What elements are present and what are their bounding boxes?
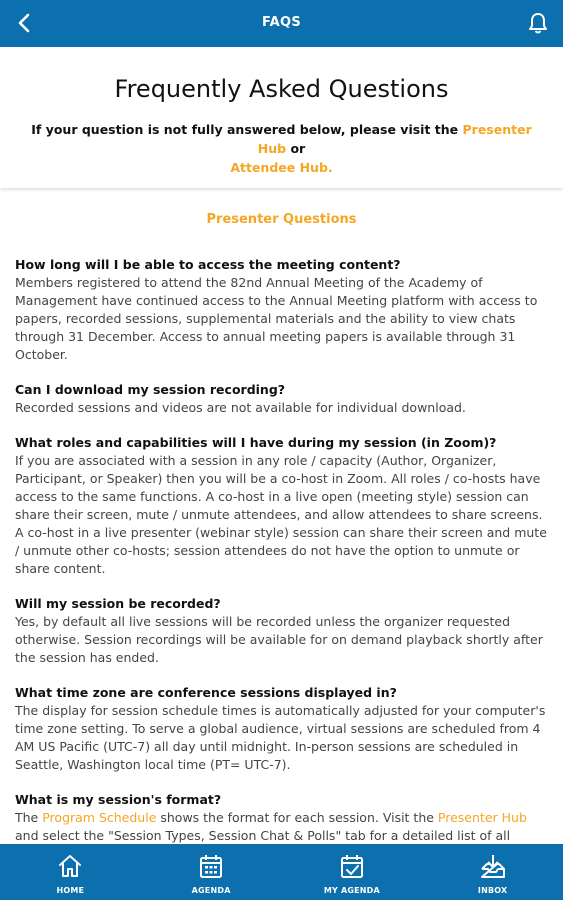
page-title: FAQS (261, 15, 302, 30)
intro-or: or (286, 141, 306, 156)
bottom-nav (0, 844, 563, 900)
faq-item (15, 256, 548, 364)
faq-content[interactable] (0, 190, 563, 844)
faq-answer: Members registered to attend the 82nd Annual Meeting of the Academy of Management have continued access to the Annual Meeting platform with access to papers, recorded sessions, supplemental materials and the ability to view chats through 31 December. Access to annual meeting papers is available through 31 October. (15, 275, 538, 362)
bell-icon[interactable] (525, 10, 551, 36)
faq-question: Will my session be recorded? (15, 596, 221, 611)
faq-question: What roles and capabilities will I have during my session (in Zoom)? (15, 435, 497, 450)
nav-agenda[interactable] (141, 844, 282, 900)
presenter-hub-link[interactable]: Presenter Hub (257, 122, 532, 156)
intro-text (24, 120, 539, 177)
faq-question: How long will I be able to access the meeting content? (15, 257, 401, 272)
faq-answer: Recorded sessions and videos are not available for individual download. (15, 400, 466, 415)
faq-list (0, 256, 563, 863)
nav-inbox[interactable] (422, 844, 563, 900)
nav-my-agenda-label: MY AGENDA (323, 886, 380, 895)
faq-item (15, 684, 548, 774)
calendar-check-icon (338, 852, 366, 880)
program-schedule-link[interactable]: Program Schedule (42, 810, 157, 825)
answer-text: shows the format for each session. Visit the (156, 810, 438, 825)
faq-header (0, 47, 563, 188)
faq-question: What time zone are conference sessions displayed in? (15, 685, 397, 700)
nav-my-agenda[interactable] (282, 844, 423, 900)
inbox-download-icon (479, 852, 507, 880)
faq-answer: The display for session schedule times is automatically adjusted for your computer's time zone setting. To serve a global audience, virtual sessions are scheduled from 4 AM US Pacific (UTC-7) all day until midnight. In-person sessions are scheduled in Seattle, Washington local time (PT= UTC-7). (15, 703, 546, 772)
home-icon (56, 852, 84, 880)
top-app-bar (0, 0, 563, 47)
attendee-hub-link[interactable]: Attendee Hub. (230, 160, 333, 175)
calendar-icon (197, 852, 225, 880)
faq-item (15, 434, 548, 578)
nav-agenda-label: AGENDA (191, 886, 231, 895)
faq-answer: Yes, by default all live sessions will be recorded unless the organizer requested otherwise. Session recordings will be available for on demand playback shortly after the session has ended. (15, 614, 543, 665)
faq-answer: If you are associated with a session in any role / capacity (Author, Organizer, Participant, or Speaker) then you will be a co-host in Zoom. All roles / co-hosts have access to the same functions. A co-host in a live open (meeting style) session can share their screen, mute / unmute attendees, and allow attendees to share screens. A co-host in a live presenter (webinar style) session can share their screen and mute / unmute other co-hosts; session attendees do not have the option to unmute or share content. (15, 453, 547, 576)
faq-heading: Frequently Asked Questions (114, 75, 449, 103)
section-title: Presenter Questions (206, 212, 357, 227)
faq-question: Can I download my session recording? (15, 382, 286, 397)
faq-question: What is my session's format? (15, 792, 222, 807)
intro-text-start: If your question is not fully answered below, please visit the (31, 122, 463, 137)
presenter-hub-link[interactable]: Presenter Hub (437, 810, 527, 825)
faq-item (15, 381, 548, 417)
nav-home-label: HOME (56, 886, 85, 895)
answer-text: The (15, 810, 43, 825)
answer-text: and select the "Session Types, Session Chat & Polls" tab for a detailed list of all (15, 828, 511, 843)
faq-item (15, 595, 548, 667)
nav-inbox-label: INBOX (477, 886, 508, 895)
nav-home[interactable] (0, 844, 141, 900)
